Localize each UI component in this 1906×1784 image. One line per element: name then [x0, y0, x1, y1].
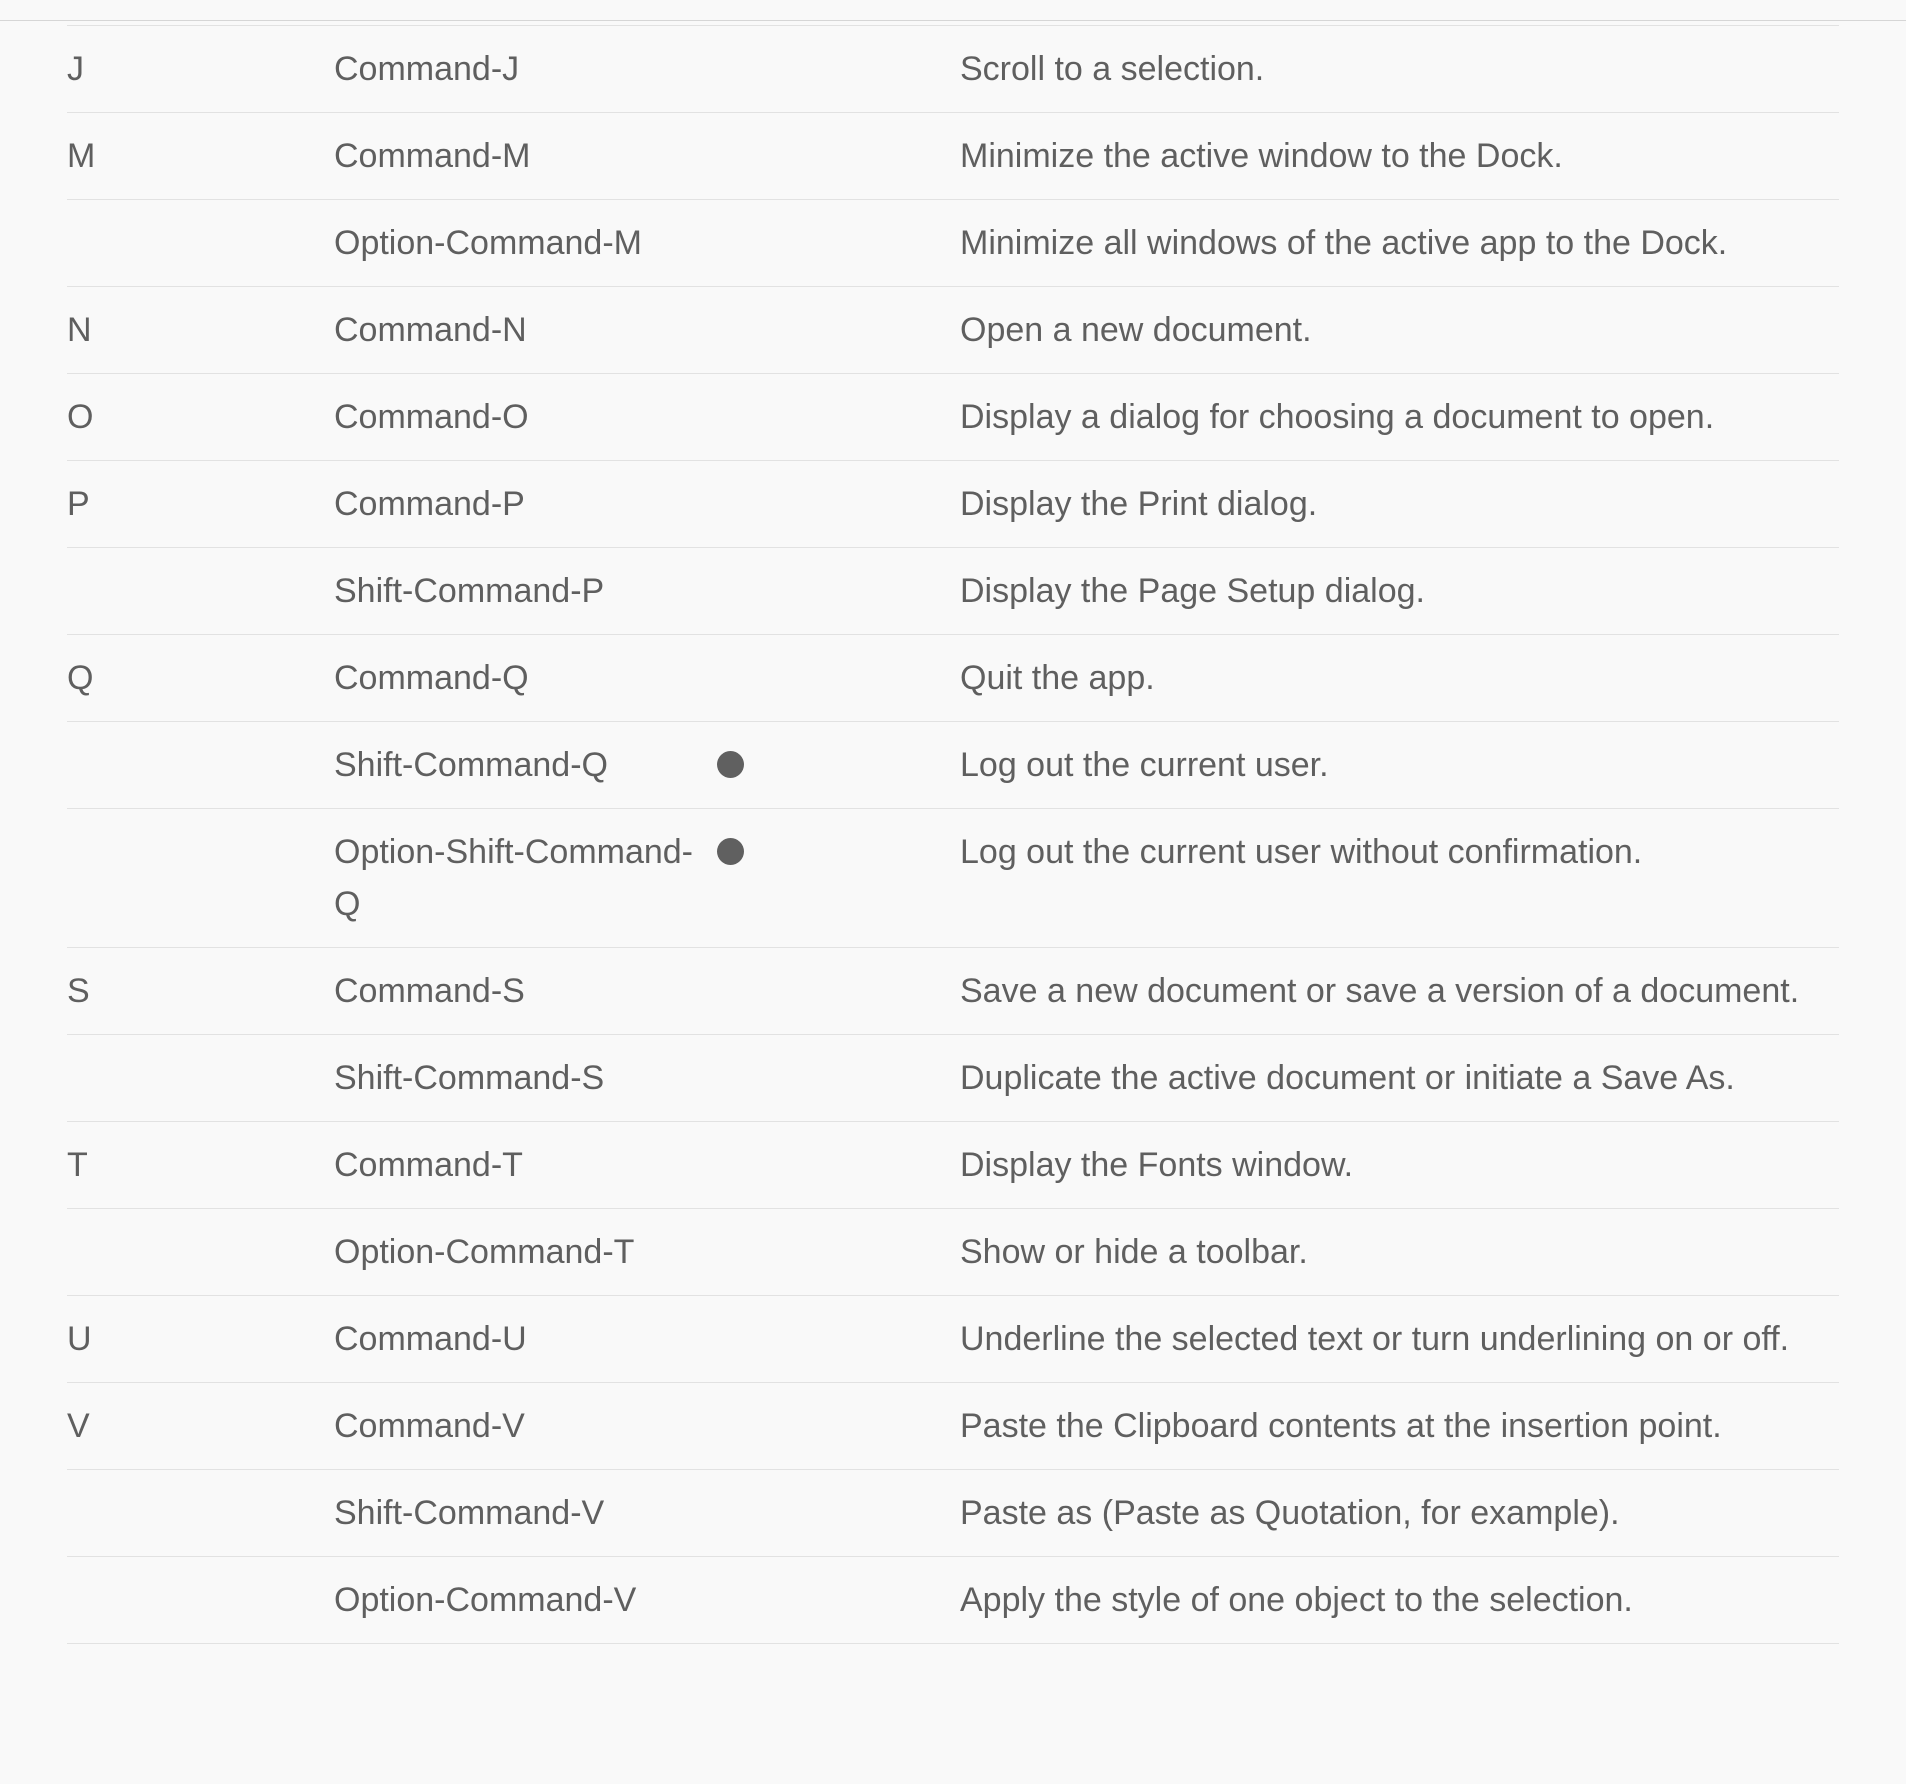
shortcut-combination: Command-U — [334, 1296, 717, 1383]
table-row — [67, 1122, 1839, 1209]
table-row — [67, 287, 1839, 374]
shortcut-combination: Shift-Command-Q — [334, 722, 717, 809]
shortcut-combination: Command-M — [334, 113, 717, 200]
shortcut-combination: Command-J — [334, 26, 717, 113]
shortcut-description: Paste the Clipboard contents at the insertion point. — [960, 1383, 1839, 1470]
shortcut-description: Show or hide a toolbar. — [960, 1209, 1839, 1296]
shortcut-combination: Shift-Command-P — [334, 548, 717, 635]
table-row — [67, 1557, 1839, 1644]
shortcut-combination: Command-O — [334, 374, 717, 461]
shortcut-key-letter — [67, 200, 334, 287]
shortcut-combination: Shift-Command-V — [334, 1470, 717, 1557]
shortcut-key-letter: N — [67, 287, 334, 374]
system-marker-cell — [717, 635, 960, 722]
bullet-icon — [717, 751, 744, 778]
table-row — [67, 1470, 1839, 1557]
system-marker-cell — [717, 1470, 960, 1557]
shortcut-key-letter — [67, 1557, 334, 1644]
table-row — [67, 548, 1839, 635]
system-marker-cell — [717, 809, 960, 948]
table-row — [67, 809, 1839, 948]
shortcut-description: Log out the current user. — [960, 722, 1839, 809]
shortcut-description: Paste as (Paste as Quotation, for example). — [960, 1470, 1839, 1557]
table-row — [67, 722, 1839, 809]
shortcut-key-letter: O — [67, 374, 334, 461]
shortcut-description: Log out the current user without confirmation. — [960, 809, 1839, 948]
shortcut-combination: Command-Q — [334, 635, 717, 722]
shortcut-key-letter: J — [67, 26, 334, 113]
shortcut-combination: Shift-Command-S — [334, 1035, 717, 1122]
shortcut-description: Quit the app. — [960, 635, 1839, 722]
shortcut-key-letter — [67, 809, 334, 948]
shortcut-key-letter: S — [67, 948, 334, 1035]
shortcut-description: Display a dialog for choosing a document to open. — [960, 374, 1839, 461]
table-row — [67, 374, 1839, 461]
shortcut-key-letter — [67, 722, 334, 809]
bullet-icon — [717, 838, 744, 865]
system-marker-cell — [717, 948, 960, 1035]
table-row — [67, 1035, 1839, 1122]
table-row — [67, 1209, 1839, 1296]
system-marker-cell — [717, 26, 960, 113]
shortcuts-table-body — [67, 0, 1839, 1644]
table-row — [67, 461, 1839, 548]
shortcut-key-letter: U — [67, 1296, 334, 1383]
shortcut-combination: Command-T — [334, 1122, 717, 1209]
shortcut-key-letter: Q — [67, 635, 334, 722]
shortcuts-table-container — [67, 0, 1839, 1644]
shortcut-description: Apply the style of one object to the selection. — [960, 1557, 1839, 1644]
shortcut-description: Open a new document. — [960, 287, 1839, 374]
table-row — [67, 1383, 1839, 1470]
shortcut-combination: Command-V — [334, 1383, 717, 1470]
shortcut-combination: Command-N — [334, 287, 717, 374]
shortcut-description: Display the Fonts window. — [960, 1122, 1839, 1209]
shortcut-description: Display the Print dialog. — [960, 461, 1839, 548]
shortcut-combination: Option-Command-M — [334, 200, 717, 287]
shortcut-description: Minimize all windows of the active app to the Dock. — [960, 200, 1839, 287]
shortcut-key-letter: V — [67, 1383, 334, 1470]
shortcut-key-letter — [67, 1035, 334, 1122]
shortcut-description: Scroll to a selection. — [960, 26, 1839, 113]
shortcuts-table — [67, 0, 1839, 1644]
table-row — [67, 635, 1839, 722]
shortcut-description: Save a new document or save a version of a document. — [960, 948, 1839, 1035]
shortcut-key-letter — [67, 548, 334, 635]
table-row — [67, 113, 1839, 200]
table-row — [67, 26, 1839, 113]
shortcut-key-letter: P — [67, 461, 334, 548]
system-marker-cell — [717, 461, 960, 548]
shortcut-key-letter: M — [67, 113, 334, 200]
system-marker-cell — [717, 1122, 960, 1209]
table-row — [67, 200, 1839, 287]
shortcut-description: Minimize the active window to the Dock. — [960, 113, 1839, 200]
shortcut-key-letter — [67, 1209, 334, 1296]
table-row — [67, 948, 1839, 1035]
shortcut-combination: Command-S — [334, 948, 717, 1035]
system-marker-cell — [717, 1296, 960, 1383]
system-marker-cell — [717, 548, 960, 635]
system-marker-cell — [717, 1035, 960, 1122]
shortcut-combination: Option-Command-V — [334, 1557, 717, 1644]
shortcut-combination: Command-P — [334, 461, 717, 548]
shortcut-combination: Option-Command-T — [334, 1209, 717, 1296]
shortcut-description: Duplicate the active document or initiate a Save As. — [960, 1035, 1839, 1122]
system-marker-cell — [717, 1209, 960, 1296]
system-marker-cell — [717, 0, 960, 26]
shortcut-combination: Option-Shift-Command-Q — [334, 809, 717, 948]
table-row — [67, 1296, 1839, 1383]
shortcut-description — [960, 0, 1839, 26]
system-marker-cell — [717, 374, 960, 461]
system-marker-cell — [717, 722, 960, 809]
system-marker-cell — [717, 113, 960, 200]
shortcut-description: Underline the selected text or turn underlining on or off. — [960, 1296, 1839, 1383]
shortcut-key-letter — [67, 1470, 334, 1557]
system-marker-cell — [717, 200, 960, 287]
shortcut-combination — [334, 0, 717, 26]
table-row — [67, 0, 1839, 26]
system-marker-cell — [717, 287, 960, 374]
system-marker-cell — [717, 1383, 960, 1470]
shortcut-key-letter — [67, 0, 334, 26]
shortcut-key-letter: T — [67, 1122, 334, 1209]
system-marker-cell — [717, 1557, 960, 1644]
shortcut-description: Display the Page Setup dialog. — [960, 548, 1839, 635]
